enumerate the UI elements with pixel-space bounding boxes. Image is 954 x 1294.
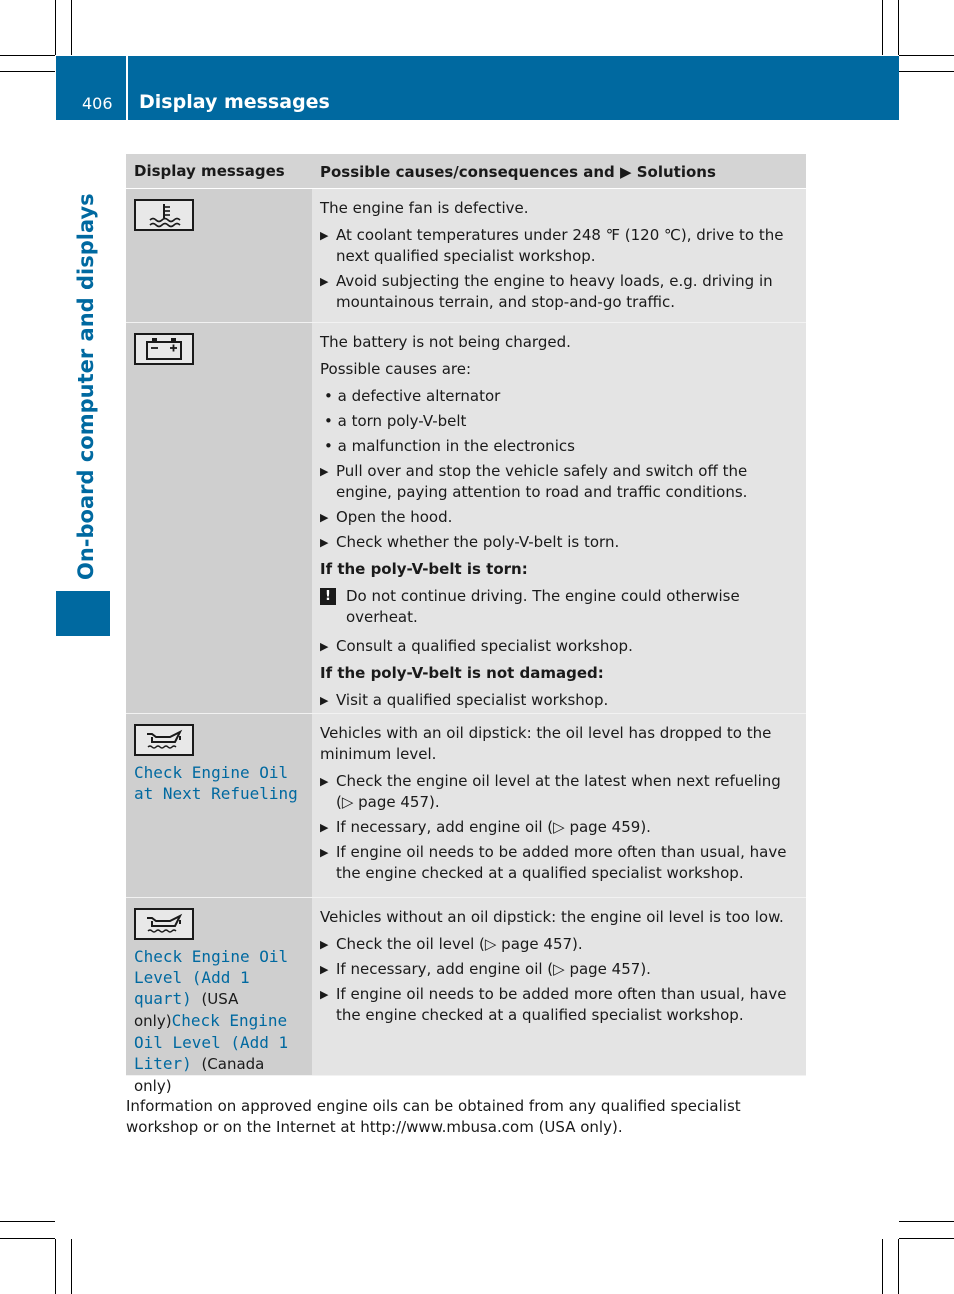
coolant-temperature-icon (134, 199, 194, 231)
step-text: Check whether the poly-V-belt is torn. (336, 533, 620, 551)
cause-text: Vehicles with an oil dipstick: the oil level has dropped to the minimum level. (320, 724, 772, 763)
page-number: 406 (82, 94, 113, 113)
crop-mark (0, 71, 55, 72)
cause-text: Vehicles without an oil dipstick: the engine oil level is too low. (320, 908, 784, 926)
table-row (126, 714, 806, 898)
table-header-row (126, 154, 806, 189)
crop-mark (882, 1239, 883, 1294)
region-note: (Canada only) (134, 1055, 265, 1095)
solution-cell (312, 323, 806, 713)
solution-cell (312, 189, 806, 322)
solution-cell (312, 714, 806, 897)
step-arrow-icon: ▶ (320, 694, 329, 707)
warning-text: Do not continue driving. The engine could otherwise overheat. (346, 587, 740, 626)
solution-cell (312, 898, 806, 1075)
condition-heading: If the poly-V-belt is not damaged: (320, 664, 604, 682)
step-text: Open the hood. (336, 508, 453, 526)
step-arrow-icon: ▶ (320, 821, 329, 834)
step-item (320, 532, 798, 553)
table-row (126, 189, 806, 323)
display-message-text: Check Engine Oil at Next Refueling (134, 763, 298, 803)
step-arrow-icon: ▶ (320, 465, 329, 478)
crop-mark (0, 55, 55, 56)
page-title: Display messages (139, 91, 330, 113)
bullet-item: • a malfunction in the electronics (324, 437, 575, 455)
step-arrow-icon: ▶ (320, 536, 329, 549)
step-arrow-icon: ▶ (320, 846, 329, 859)
crop-mark (71, 1239, 72, 1294)
step-arrow-icon: ▶ (320, 640, 329, 653)
step-text: At coolant temperatures under 248 ℉ (120 ℃), drive to the next qualified specialist workshop. (336, 226, 784, 265)
step-item (320, 507, 798, 528)
step-item (320, 984, 798, 1026)
warning-icon: ! (320, 588, 336, 605)
cause-text: The battery is not being charged. (320, 333, 571, 351)
crop-mark (899, 1221, 954, 1222)
display-message-text (134, 946, 304, 1097)
step-text: Visit a qualified specialist workshop. (336, 691, 609, 709)
col-header-solutions: Possible causes/consequences and ▶ Solutions (312, 154, 806, 188)
step-text: If engine oil needs to be added more often than usual, have the engine checked at a qualified specialist workshop. (336, 843, 787, 882)
step-item (320, 959, 798, 980)
side-tab-marker (56, 591, 110, 636)
step-text: If necessary, add engine oil (▷ page 457). (336, 960, 651, 978)
warning-item (320, 586, 798, 628)
step-arrow-icon: ▶ (320, 229, 329, 242)
step-arrow-icon: ▶ (320, 275, 329, 288)
crop-mark (55, 1239, 56, 1294)
oil-can-icon (134, 724, 194, 756)
step-item (320, 817, 798, 838)
bullet-item: • a defective alternator (324, 387, 501, 405)
step-text: Pull over and stop the vehicle safely and switch off the engine, paying attention to road and traffic conditions. (336, 462, 748, 501)
table-row (126, 898, 806, 1095)
footer-note: Information on approved engine oils can be obtained from any qualified specialist workshop or on the Internet at http://www.mbusa.com (USA only). (126, 1097, 741, 1136)
bullet-item: • a torn poly-V-belt (324, 412, 467, 430)
region-note: (USA only) (134, 990, 239, 1030)
step-text: If engine oil needs to be added more often than usual, have the engine checked at a qualified specialist workshop. (336, 985, 787, 1024)
side-tab-label: On-board computer and displays (74, 193, 98, 580)
step-arrow-icon: ▶ (320, 988, 329, 1001)
step-arrow-icon: ▶ (320, 511, 329, 524)
step-arrow-icon: ▶ (320, 963, 329, 976)
battery-icon (134, 333, 194, 365)
step-item (320, 461, 798, 503)
condition-heading: If the poly-V-belt is torn: (320, 560, 528, 578)
message-cell (126, 714, 312, 897)
display-messages-table (126, 154, 806, 1095)
crop-mark (899, 55, 954, 56)
message-cell (126, 323, 312, 713)
step-item (320, 636, 798, 657)
step-arrow-icon: ▶ (320, 775, 329, 788)
message-cell (126, 189, 312, 322)
step-text: Consult a qualified specialist workshop. (336, 637, 633, 655)
col-header-messages: Display messages (126, 154, 312, 188)
step-arrow-icon: ▶ (320, 938, 329, 951)
crop-mark (0, 1238, 55, 1239)
step-item (320, 690, 798, 711)
table-row (126, 323, 806, 714)
step-item (320, 225, 798, 267)
oil-can-icon (134, 908, 194, 940)
step-item (320, 934, 798, 955)
crop-mark (899, 1238, 954, 1239)
crop-mark (882, 0, 883, 55)
page-header (56, 56, 899, 120)
cause-text: Possible causes are: (320, 360, 472, 378)
crop-mark (0, 1221, 55, 1222)
crop-mark (55, 0, 56, 55)
step-text: Avoid subjecting the engine to heavy loads, e.g. driving in mountainous terrain, and stop-and-go traffic. (336, 272, 773, 311)
crop-mark (899, 71, 954, 72)
step-text: Check the oil level (▷ page 457). (336, 935, 583, 953)
step-item (320, 271, 798, 313)
step-item (320, 771, 798, 813)
crop-mark (898, 0, 899, 55)
message-cell (126, 898, 312, 1095)
crop-mark (898, 1239, 899, 1294)
message-usa: Check Engine Oil Level (Add 1 quart) (134, 947, 289, 1008)
message-canada: Check Engine Oil Level (Add 1 Liter) (134, 1011, 289, 1073)
header-divider (126, 56, 128, 120)
step-text: If necessary, add engine oil (▷ page 459). (336, 818, 651, 836)
cause-text: The engine fan is defective. (320, 199, 529, 217)
crop-mark (71, 0, 72, 55)
step-text: Check the engine oil level at the latest when next refueling (▷ page 457). (336, 772, 781, 811)
step-item (320, 842, 798, 884)
